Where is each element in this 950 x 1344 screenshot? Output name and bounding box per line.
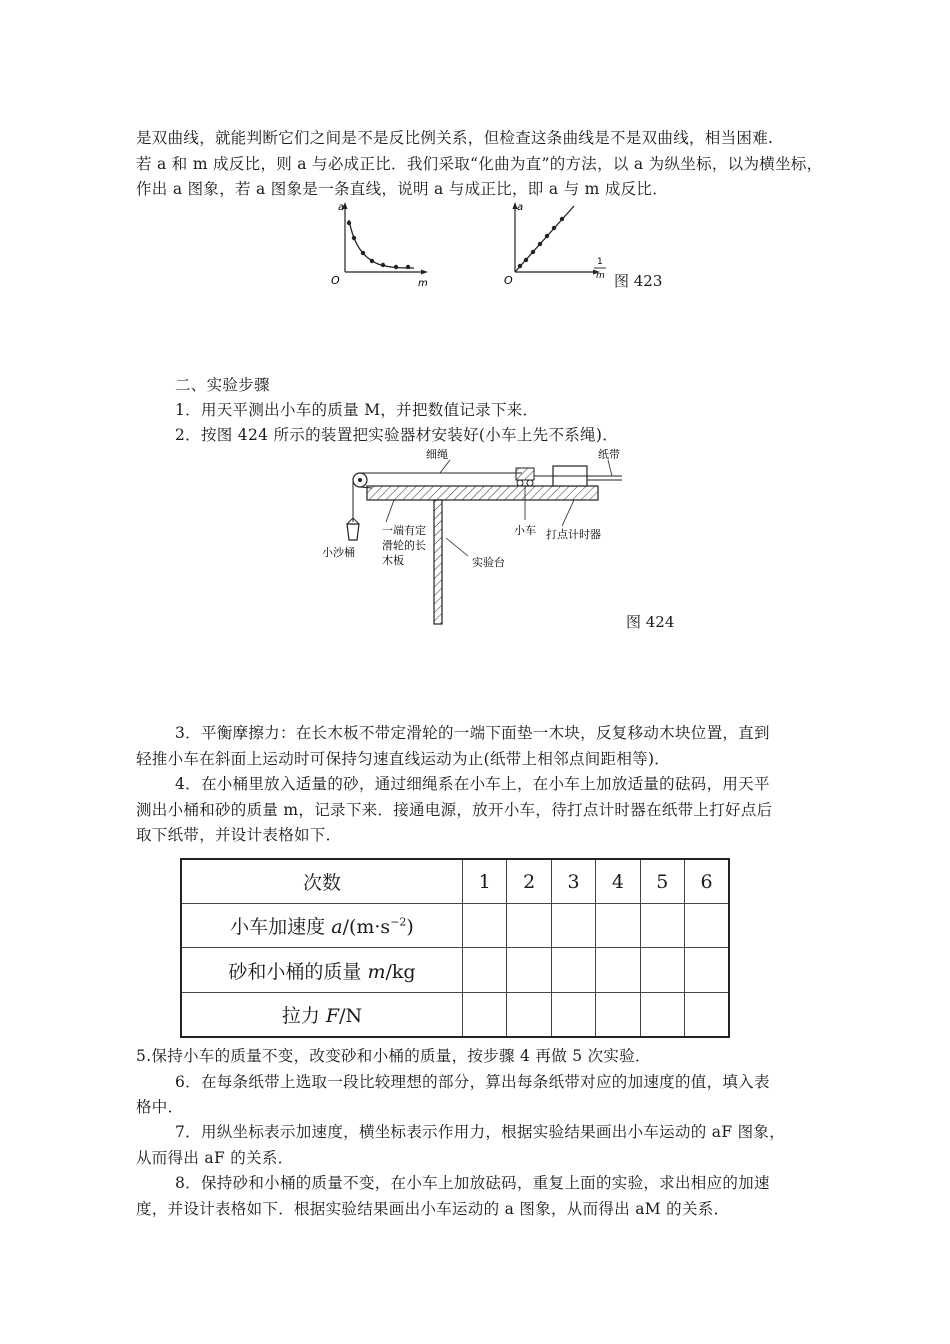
step-6-line-2: 格中． xyxy=(136,1098,184,1116)
table-cell xyxy=(596,948,640,992)
step-4-line-3: 取下纸带，并设计表格如下． xyxy=(136,826,342,844)
left-graph-x-label: m xyxy=(418,278,428,289)
step-5: 5.保持小车的质量不变，改变砂和小桶的质量，按步骤 4 再做 5 次实验． xyxy=(136,1047,651,1065)
figure-423-right-graph xyxy=(500,198,618,290)
table-cell xyxy=(685,992,729,1037)
right-graph-origin: O xyxy=(504,274,513,287)
table-cell xyxy=(551,992,595,1037)
right-graph-x-num: 1 xyxy=(597,257,603,267)
row-label-acceleration: 小车加速度 $a/(m\cdot s^{-2})$ xyxy=(181,904,463,948)
table-cell xyxy=(596,904,640,948)
table-col-6: 6 xyxy=(685,859,729,904)
table-row xyxy=(181,992,729,1037)
step-1: 1．用天平测出小车的质量 M，并把数值记录下来． xyxy=(175,401,539,419)
label-board-2: 滑轮的长 xyxy=(382,539,426,552)
figure-423-left-graph xyxy=(318,198,438,290)
table-header-label: 次数 xyxy=(181,859,463,904)
figure-424-apparatus xyxy=(312,446,632,626)
row-label-mass: 砂和小桶的质量 m/kg xyxy=(181,948,463,992)
table-col-3: 3 xyxy=(551,859,595,904)
table-cell xyxy=(640,904,684,948)
intro-line-3: 作出 a 图象，若 a 图象是一条直线，说明 a 与成正比，即 a 与 m 成反比． xyxy=(136,180,669,198)
right-graph-y-label: a xyxy=(517,202,524,213)
table-col-1: 1 xyxy=(463,859,507,904)
section-title: 二、实验步骤 xyxy=(175,376,270,394)
table-cell xyxy=(507,904,551,948)
figure-423-caption: 图 423 xyxy=(614,272,663,290)
right-graph-x-den: m xyxy=(596,271,605,281)
table-row xyxy=(181,948,729,992)
table-cell xyxy=(463,992,507,1037)
label-table: 实验台 xyxy=(472,556,505,569)
step-6-line-1: 6．在每条纸带上选取一段比较理想的部分，算出每条纸带对应的加速度的值，填入表 xyxy=(175,1073,770,1091)
left-graph-origin: O xyxy=(331,274,340,287)
table-cell xyxy=(640,948,684,992)
label-timer: 打点计时器 xyxy=(546,528,601,541)
table-header-row xyxy=(181,859,729,904)
table-col-2: 2 xyxy=(507,859,551,904)
table-cell xyxy=(463,948,507,992)
step-7-line-2: 从而得出 aF 的关系． xyxy=(136,1149,294,1167)
table-cell xyxy=(685,904,729,948)
table-cell xyxy=(551,904,595,948)
label-tape: 纸带 xyxy=(598,448,620,461)
intro-line-2: 若 a 和 m 成反比，则 a 与必成正比．我们采取“化曲为直”的方法，以 a 为纵坐标，以为横坐标， xyxy=(136,155,823,173)
table-cell xyxy=(507,948,551,992)
label-cart: 小车 xyxy=(514,524,536,537)
table-col-5: 5 xyxy=(640,859,684,904)
label-board-1: 一端有定 xyxy=(382,524,426,537)
step-8-line-1: 8．保持砂和小桶的质量不变，在小车上加放砝码，重复上面的实验，求出相应的加速 xyxy=(175,1174,770,1192)
table-cell xyxy=(507,992,551,1037)
left-graph-y-label: a xyxy=(338,202,345,213)
step-4-line-1: 4．在小桶里放入适量的砂，通过细绳系在小车上，在小车上加放适量的砝码，用天平 xyxy=(175,775,770,793)
label-board-3: 木板 xyxy=(382,554,404,567)
table-col-4: 4 xyxy=(596,859,640,904)
table-row xyxy=(181,904,729,948)
step-3-line-1: 3．平衡摩擦力：在长木板不带定滑轮的一端下面垫一木块，反复移动木块位置，直到 xyxy=(175,724,770,742)
table-cell xyxy=(640,992,684,1037)
table-cell xyxy=(596,992,640,1037)
label-rope: 细绳 xyxy=(426,448,448,461)
table-cell xyxy=(685,948,729,992)
table-cell xyxy=(551,948,595,992)
table-cell xyxy=(463,904,507,948)
step-7-line-1: 7．用纵坐标表示加速度，横坐标表示作用力，根据实验结果画出小车运动的 aF 图象， xyxy=(175,1123,786,1141)
intro-line-1: 是双曲线，就能判断它们之间是不是反比例关系，但检查这条曲线是不是双曲线，相当困难. xyxy=(136,129,774,147)
step-4-line-2: 测出小桶和砂的质量 m，记录下来．接通电源，放开小车，待打点计时器在纸带上打好点后 xyxy=(136,801,773,819)
step-2: 2．按图 424 所示的装置把实验器材安装好(小车上先不系绳)． xyxy=(175,426,618,444)
row-label-force: 拉力 F/N xyxy=(181,992,463,1037)
step-8-line-2: 度，并设计表格如下．根据实验结果画出小车运动的 a 图象，从而得出 aM 的关系． xyxy=(136,1200,730,1218)
experiment-table xyxy=(180,858,730,1038)
step-3-line-2: 轻推小车在斜面上运动时可保持匀速直线运动为止(纸带上相邻点间距相等)． xyxy=(136,750,671,768)
label-bucket: 小沙桶 xyxy=(322,546,355,559)
figure-424-caption: 图 424 xyxy=(626,613,675,631)
